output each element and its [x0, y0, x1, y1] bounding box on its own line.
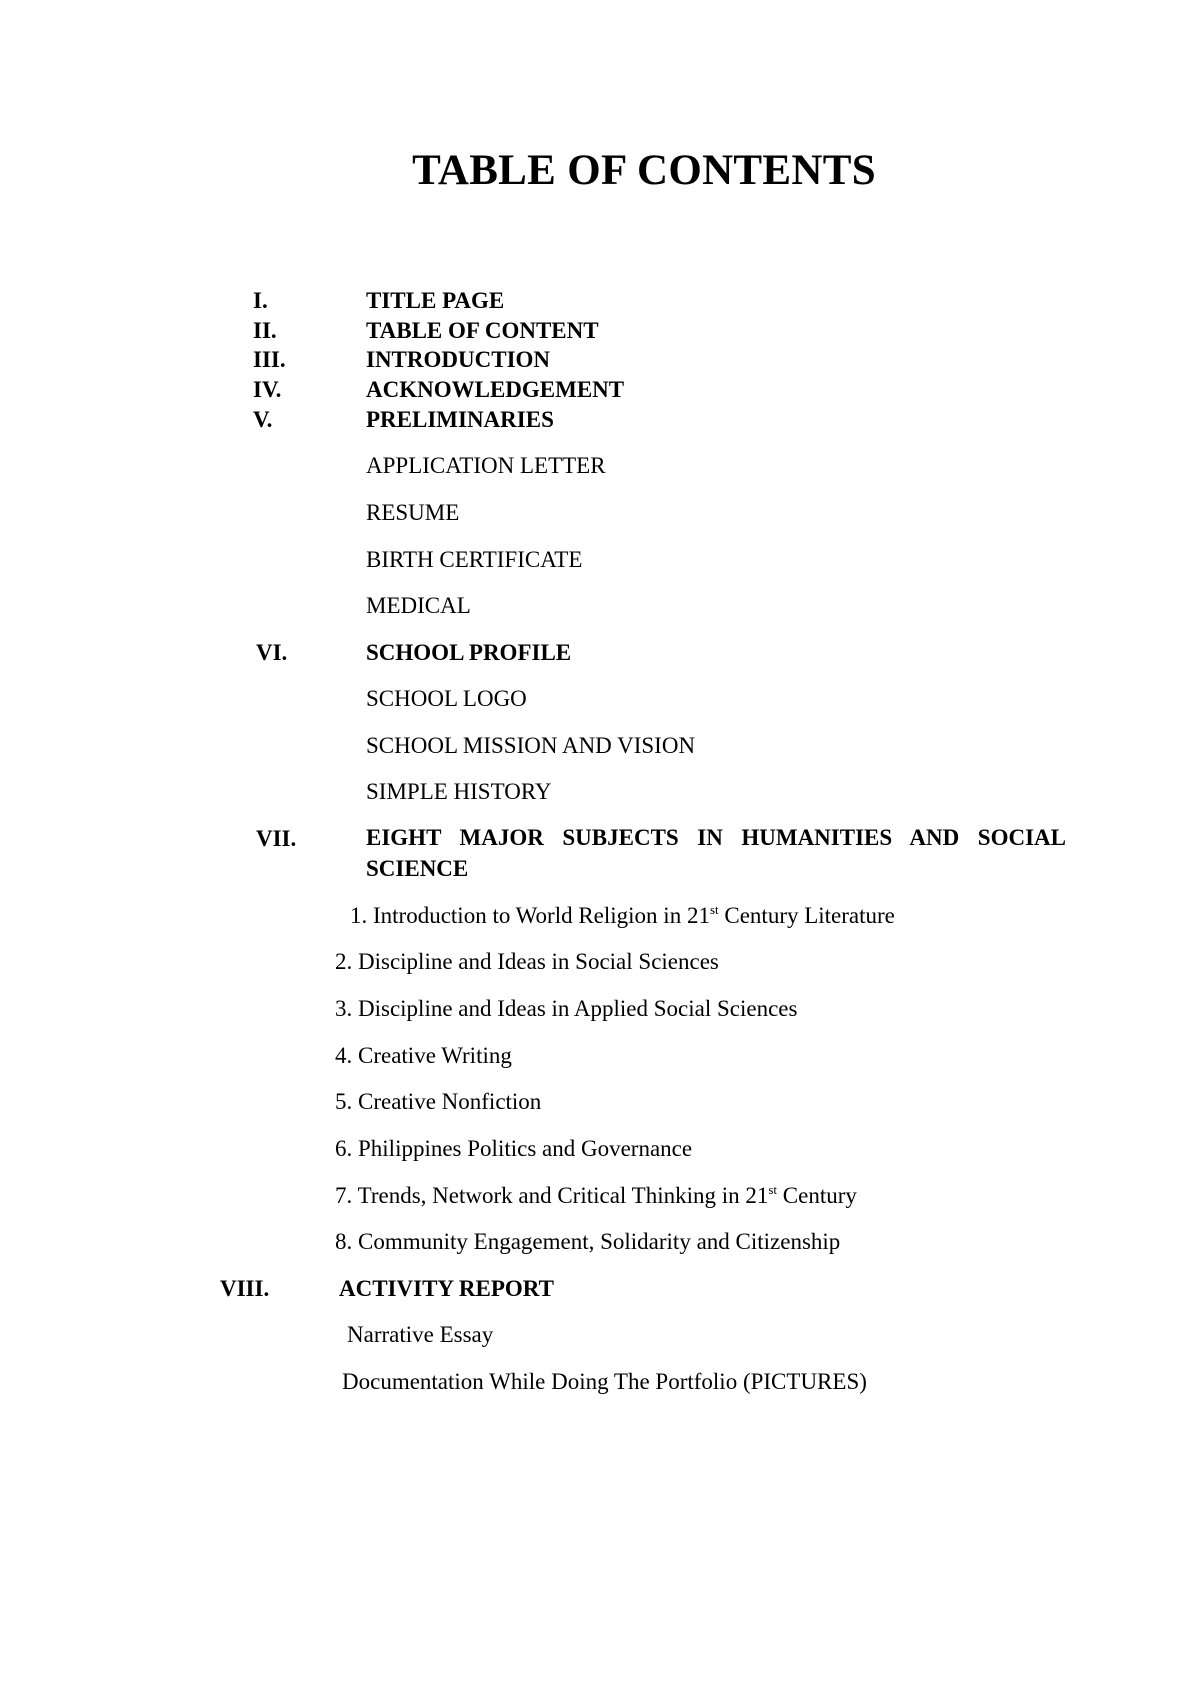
- section-heading: SCHOOL PROFILE: [366, 640, 572, 665]
- section-heading: PRELIMINARIES: [366, 407, 554, 432]
- section-numeral: V.: [253, 407, 273, 432]
- subject-item: 5. Creative Nonfiction: [335, 1089, 542, 1114]
- subject-item: 1. Introduction to World Religion in 21st Century Literature: [350, 902, 895, 928]
- list-item: Documentation While Doing The Portfolio (PICTURES): [342, 1369, 867, 1394]
- section-numeral: VI.: [256, 640, 288, 665]
- page-title: TABLE OF CONTENTS: [412, 147, 876, 194]
- section-heading: EIGHT MAJOR SUBJECTS IN HUMANITIES AND SOCIAL SCIENCE: [366, 825, 1066, 881]
- list-item: SCHOOL MISSION AND VISION: [366, 733, 696, 758]
- list-item: APPLICATION LETTER: [366, 453, 606, 478]
- section-numeral: VIII.: [220, 1276, 270, 1301]
- subject-item: 8. Community Engagement, Solidarity and Citizenship: [335, 1229, 841, 1254]
- section-heading: ACTIVITY REPORT: [339, 1276, 554, 1301]
- section-numeral: IV.: [253, 377, 282, 402]
- list-item: Narrative Essay: [347, 1322, 494, 1347]
- subject-item: 7. Trends, Network and Critical Thinking in 21st Century: [335, 1182, 857, 1208]
- list-item: BIRTH CERTIFICATE: [366, 547, 583, 572]
- section-heading: TITLE PAGE: [366, 288, 505, 313]
- list-item: RESUME: [366, 500, 460, 525]
- subject-item: 6. Philippines Politics and Governance: [335, 1136, 693, 1161]
- section-heading: TABLE OF CONTENT: [366, 318, 599, 343]
- section-numeral: I.: [253, 288, 268, 313]
- list-item: SCHOOL LOGO: [366, 686, 527, 711]
- subject-item: 3. Discipline and Ideas in Applied Social Sciences: [335, 996, 798, 1021]
- subject-item: 2. Discipline and Ideas in Social Sciences: [335, 949, 719, 974]
- section-numeral: VII.: [256, 826, 297, 851]
- section-heading: INTRODUCTION: [366, 347, 551, 372]
- list-item: MEDICAL: [366, 593, 471, 618]
- section-numeral: II.: [253, 318, 277, 343]
- section-numeral: III.: [253, 347, 286, 372]
- list-item: SIMPLE HISTORY: [366, 779, 552, 804]
- subject-item: 4. Creative Writing: [335, 1043, 512, 1068]
- section-heading: ACKNOWLEDGEMENT: [366, 377, 625, 402]
